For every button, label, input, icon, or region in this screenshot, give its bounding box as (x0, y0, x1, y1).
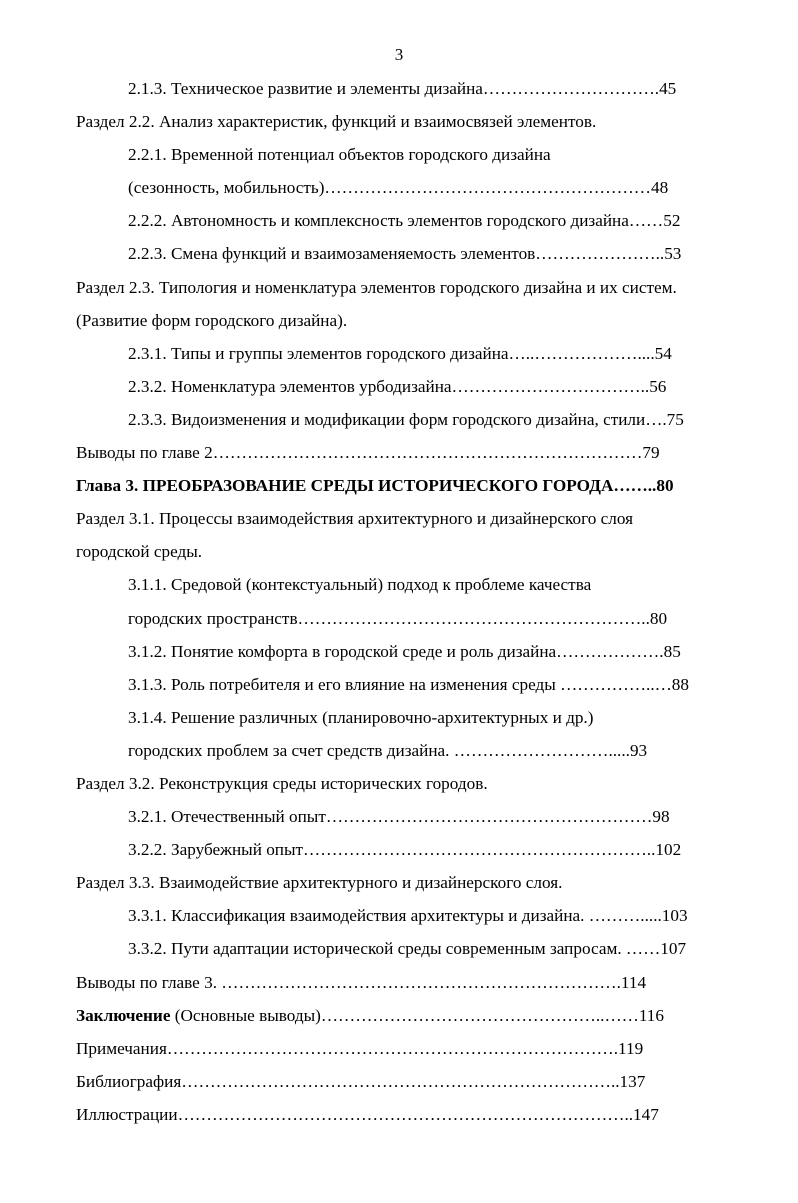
toc-subsection-entry: (сезонность, мобильность)…………………………………………………48 (128, 178, 669, 198)
toc-entry-bold-title: Заключение (76, 1005, 171, 1025)
page-number: 3 (394, 45, 404, 64)
toc-entry: Раздел 3.2. Реконструкция среды исторических городов. (76, 773, 488, 793)
toc-subsection-entry: 2.3.3. Видоизменения и модификации форм городского дизайна, стили….75 (128, 409, 684, 429)
toc-subsection-entry: 2.2.2. Автономность и комплексность элементов городского дизайна……52 (128, 211, 681, 231)
toc-subsection-entry: 3.3.1. Классификация взаимодействия архитектуры и дизайна. ……….....103 (128, 906, 688, 926)
toc-entry: городской среды. (76, 542, 203, 562)
toc-entry: (Развитие форм городского дизайна). (76, 310, 348, 330)
toc-entry: Примечания…………………………………………………………………….119 (76, 1038, 644, 1058)
toc-subsection-entry: городских пространств……………………………………………………..80 (128, 608, 668, 628)
toc-subsection-entry: 3.1.1. Средовой (контекстуальный) подход к проблеме качества (128, 575, 592, 595)
toc-entry-text: (Основные выводы)…………………………………………..……116 (170, 1005, 664, 1025)
toc-entry (76, 999, 766, 1032)
toc-subsection-entry: городских проблем за счет средств дизайна. ……………………….....93 (128, 740, 648, 760)
toc-subsection-entry: 2.2.3. Смена функций и взаимозаменяемость элементов…………………..53 (128, 244, 682, 264)
toc-entry: Библиография…………………………………………………………………..137 (76, 1071, 646, 1091)
toc-subsection-entry: 2.2.1. Временной потенциал объектов городского дизайна (128, 145, 551, 165)
toc-entry: Выводы по главе 3. …………………………………………………………….114 (76, 972, 647, 992)
table-of-contents (76, 72, 766, 1131)
toc-entry: Раздел 2.2. Анализ характеристик, функций и взаимосвязей элементов. (76, 112, 597, 132)
toc-subsection-entry: 3.2.1. Отечественный опыт…………………………………………………98 (128, 807, 670, 827)
toc-entry: Иллюстрации……………………………………………………………………..147 (76, 1104, 659, 1124)
toc-subsection-entry: 3.1.2. Понятие комфорта в городской среде и роль дизайна……………….85 (128, 641, 681, 661)
toc-entry: Выводы по главе 2…………………………………………………………………79 (76, 443, 660, 463)
toc-subsection-entry: 2.1.3. Техническое развитие и элементы дизайна………………………….45 (128, 79, 677, 98)
toc-subsection-entry: 3.1.4. Решение различных (планировочно-архитектурных и др.) (128, 707, 594, 727)
toc-entry: Раздел 2.3. Типология и номенклатура элементов городского дизайна и их систем. (76, 277, 677, 297)
toc-entry: Раздел 3.3. Взаимодействие архитектурного и дизайнерского слоя. (76, 873, 563, 893)
toc-subsection-entry: 3.3.2. Пути адаптации исторической среды современным запросам. ……107 (128, 939, 687, 959)
toc-subsection-entry: 3.1.3. Роль потребителя и его влияние на изменения среды ……………..…88 (128, 674, 689, 694)
toc-entry: Глава 3. ПРЕОБРАЗОВАНИЕ СРЕДЫ ИСТОРИЧЕСКОГО ГОРОДА……..80 (76, 476, 674, 496)
toc-subsection-entry: 2.3.1. Типы и группы элементов городского дизайна…..………………....54 (128, 343, 672, 363)
toc-subsection-entry: 3.2.2. Зарубежный опыт……………………………………………………..102 (128, 840, 682, 860)
toc-entry: Раздел 3.1. Процессы взаимодействия архитектурного и дизайнерского слоя (76, 509, 633, 529)
toc-subsection-entry: 2.3.2. Номенклатура элементов урбодизайна……………………………..56 (128, 376, 667, 396)
